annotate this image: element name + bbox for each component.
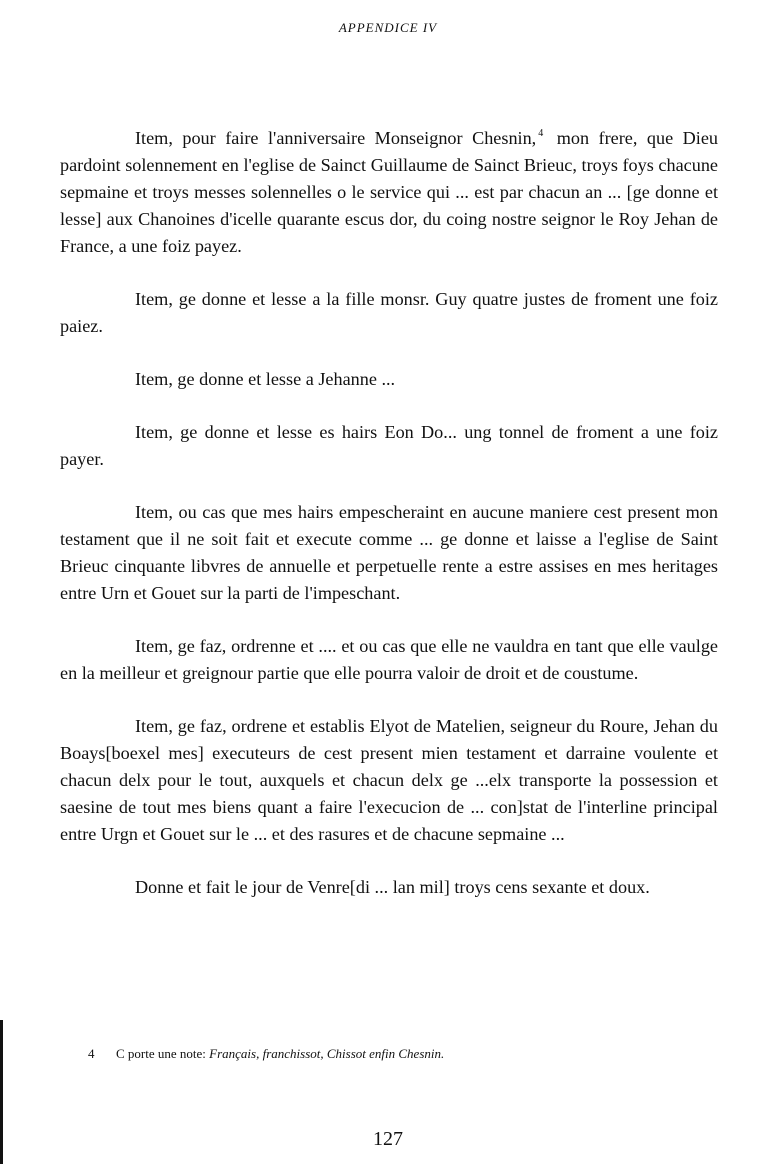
- scan-edge-mark: [0, 1020, 3, 1164]
- footnote: [88, 1046, 728, 1062]
- paragraph-1-text-b: mon frere, que Dieu pardoint solennement en l'eglise de Sainct Guillaume de Sainct Brieuc, troys foys chacune sepmaine et troys messes solennelles o le service qui ... est par chacun an ... [ge donne et lesse] aux Chanoines d'icelle quarante escus dor, du coing nostre seignor le Roy Jehan de France, a une foiz payez.: [60, 128, 719, 256]
- running-header: APPENDICE IV: [338, 20, 438, 35]
- body-text: [60, 120, 718, 927]
- paragraph-1-text-a: Item, pour faire l'anniversaire Monseignor Chesnin,: [135, 128, 537, 148]
- paragraph-2: Item, ge donne et lesse a la fille monsr. Guy quatre justes de froment une foiz paiez.: [60, 289, 718, 336]
- footnote-lead: C porte une note:: [116, 1046, 206, 1061]
- paragraph-6: Item, ge faz, ordrenne et .... et ou cas que elle ne vauldra en tant que elle vaulge en la meilleur et greignour partie que elle pourra valoir de droit et de coustume.: [60, 636, 718, 683]
- paragraph-3: Item, ge donne et lesse a Jehanne ...: [135, 369, 396, 389]
- paragraph-5: Item, ou cas que mes hairs empescheraint en aucune maniere cest present mon testament que il ne soit fait et execute comme ... ge donne et laisse a l'eglise de Saint Brieuc cinquante libvres de annuelle et perpetuelle rente a estre assises en mes heritages entre Urn et Gouet sur la parti de l'impeschant.: [60, 502, 718, 603]
- footnote-reference: 4: [538, 128, 544, 139]
- footnote-number: 4: [88, 1046, 95, 1061]
- footnote-italic: Français, franchissot, Chissot enfin Chesnin.: [209, 1046, 445, 1061]
- paragraph-7: Item, ge faz, ordrene et establis Elyot de Matelien, seigneur du Roure, Jehan du Boays[boexel mes] executeurs de cest present mien testament et darraine voulente et chacun delx pour le tout, auxquels et chacun delx ge ...elx transporte la possession et saesine de tout mes biens quant a faire l'execucion de ... con]stat de l'interline principal entre Urgn et Gouet sur le ... et des rasures et de chacune sepmaine ...: [60, 716, 718, 844]
- paragraph-8: Donne et fait le jour de Venre[di ... lan mil] troys cens sexante et doux.: [135, 877, 650, 897]
- page-number: 127: [373, 1128, 403, 1150]
- paragraph-4: Item, ge donne et lesse es hairs Eon Do... ung tonnel de froment a une foiz payer.: [60, 422, 718, 469]
- paragraph-1: [60, 120, 718, 260]
